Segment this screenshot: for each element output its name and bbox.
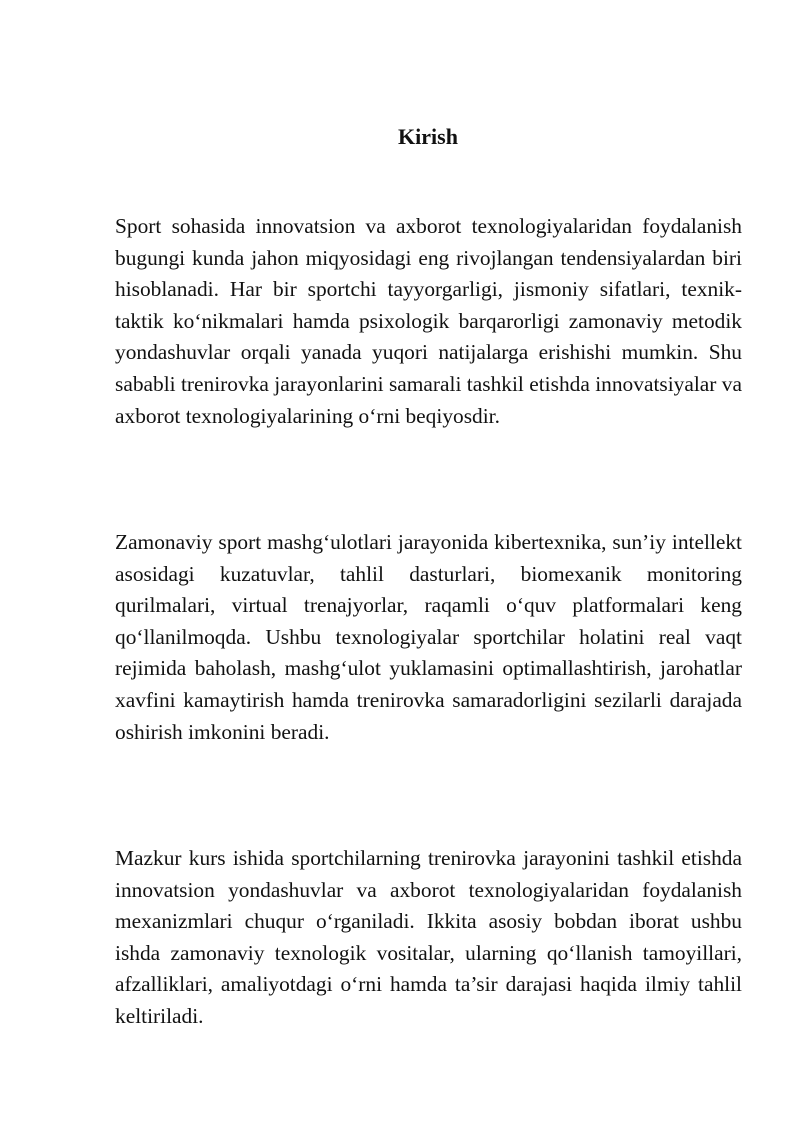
page-title: Kirish bbox=[398, 124, 458, 149]
paragraph-1: Sport sohasida innovatsion va axborot texnologiyalaridan foydalanish bugungi kunda jahon miqyosidagi eng rivojlangan tendensiyalardan biri hisoblanadi. Har bir sportchi tayyorgarligi, jismoniy sifatlari, texnik-taktik ko‘nikmalari hamda psixologik barqarorligi zamonaviy metodik yondashuvlar orqali yanada yuqori natijalarga erishishi mumkin. Shu sababli trenirovka jarayonlarini samarali tashkil etishda innovatsiyalar va axborot texnologiyalarining o‘rni beqiyosdir. bbox=[115, 214, 742, 428]
paragraph-3: Mazkur kurs ishida sportchilarning trenirovka jarayonini tashkil etishda innovatsion yondashuvlar va axborot texnologiyalaridan foydalanish mexanizmlari chuqur o‘rganiladi. Ikkita asosiy bobdan iborat ushbu ishda zamonaviy texnologik vositalar, ularning qo‘llanish tamoyillari, afzalliklari, amaliyotdagi o‘rni hamda ta’sir darajasi haqida ilmiy tahlil keltiriladi. bbox=[115, 846, 742, 1028]
paragraph-2: Zamonaviy sport mashg‘ulotlari jarayonida kibertexnika, sun’iy intellekt asosidagi kuzatuvlar, tahlil dasturlari, biomexanik monitoring qurilmalari, virtual trenajyorlar, raqamli o‘quv platformalari keng qo‘llanilmoqda. Ushbu texnologiyalar sportchilar holatini real vaqt rejimida baholash, mashg‘ulot yuklamasini optimallashtirish, jarohatlar xavfini kamaytirish hamda trenirovka samaradorligini sezilarli darajada oshirish imkonini beradi. bbox=[115, 530, 742, 744]
